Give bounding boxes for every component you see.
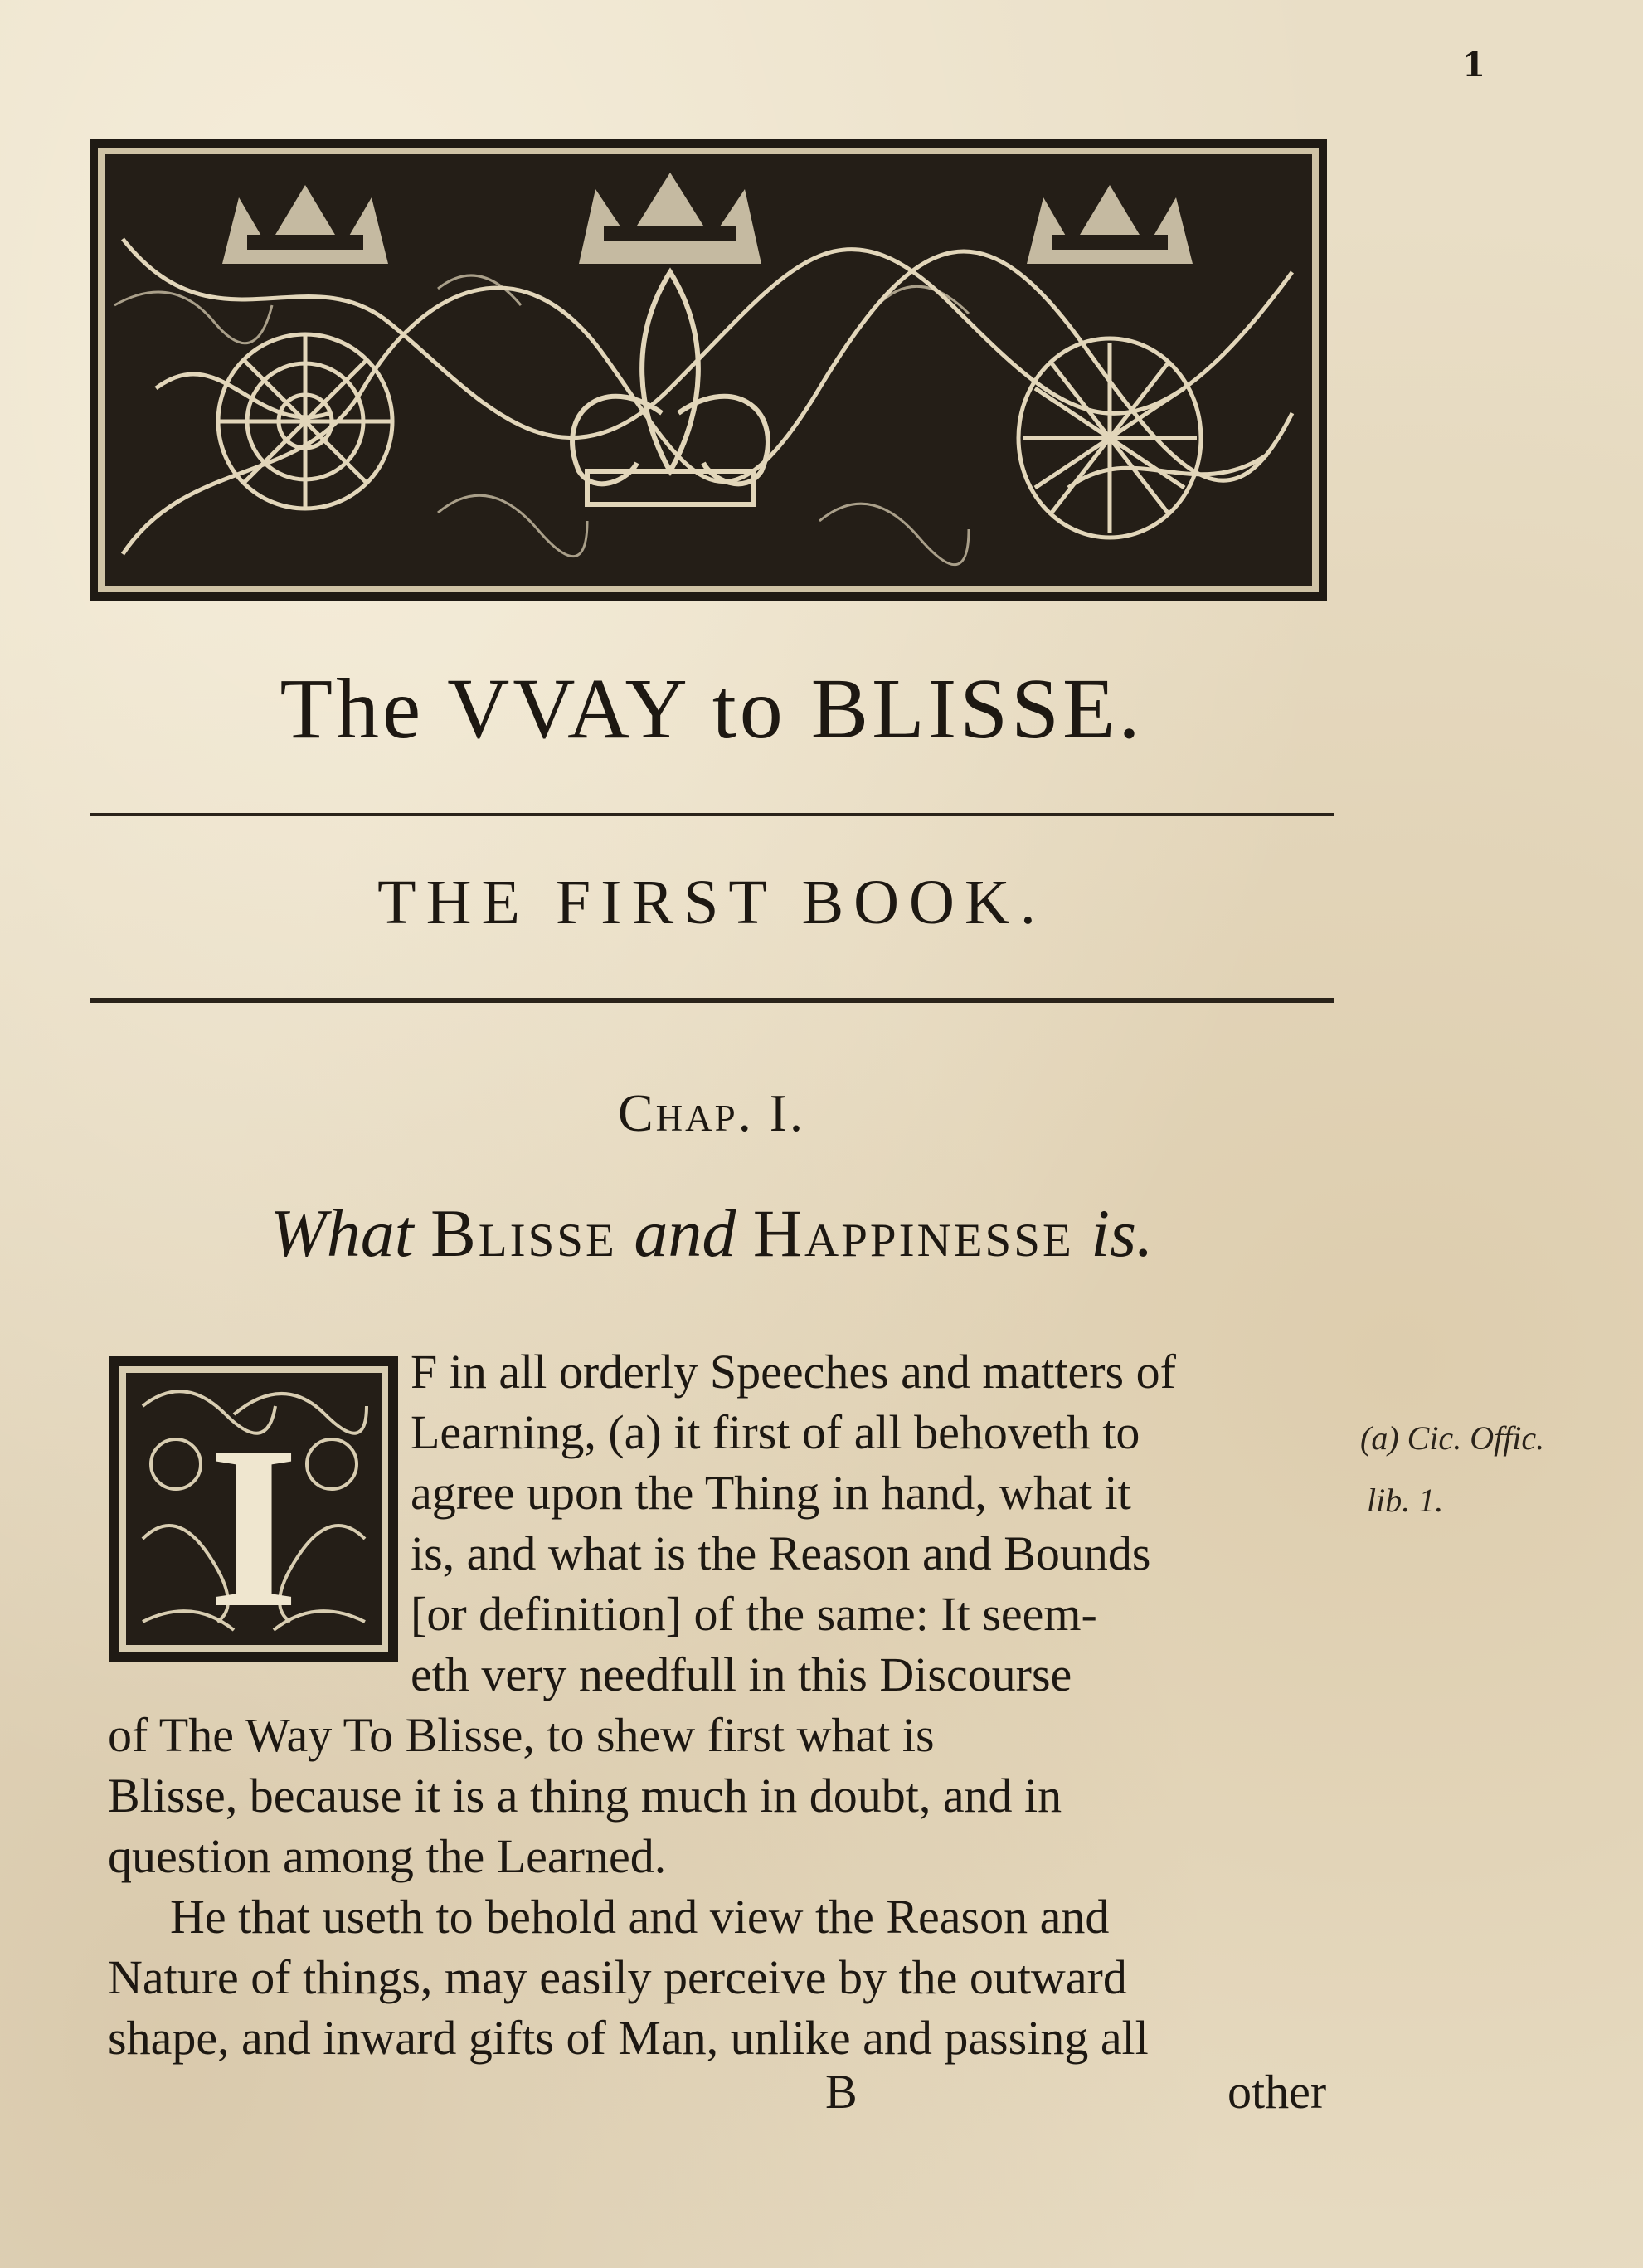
horizontal-rule [90,998,1334,1003]
text-line: F in all orderly Speeches and matters of [411,1345,1176,1399]
text-line: Learning, (a) it first of all behoveth to [411,1405,1140,1459]
margin-note: lib. 1. [1367,1482,1444,1519]
horizontal-rule [90,813,1334,816]
paragraph-1-top [411,1341,1176,1705]
drop-cap-initial [109,1356,398,1662]
text-line: of The Way To Blisse, to shew first what is [108,1708,935,1762]
text-line: question among the Learned. [108,1829,667,1883]
paragraph-1-bottom [108,1705,1149,2068]
text-line: Nature of things, may easily perceive by the outward [108,1950,1127,2004]
chapter-heading-word: and [634,1195,736,1271]
text-line: He that useth to behold and view the Reason and [170,1890,1110,1944]
chapter-heading-word: is. [1091,1195,1154,1271]
drop-cap-letter: I [208,1398,299,1656]
chapter-number: Chap. I. [617,1083,806,1142]
chapter-heading-word: Blisse [430,1195,617,1271]
catchword: other [1227,2065,1327,2119]
text-line: is, and what is the Reason and Bounds [411,1526,1151,1580]
text-line: Blisse, because it is a thing much in doubt, and in [108,1769,1062,1823]
text-line: [or definition] of the same: It seem- [411,1587,1097,1641]
page-number: 1 [1462,46,1485,85]
book-heading: THE FIRST BOOK. [377,868,1046,937]
text-line: eth very needfull in this Discourse [411,1647,1072,1701]
book-title: The VVAY to BLISSE. [280,661,1144,757]
text-line: shape, and inward gifts of Man, unlike and passing all [108,2011,1149,2065]
text-line: agree upon the Thing in hand, what it [411,1466,1131,1520]
chapter-heading [90,1195,1334,1273]
chapter-heading-word: Happinesse [752,1195,1074,1271]
chapter-heading-word: What [270,1195,414,1271]
margin-note: (a) Cic. Offic. [1360,1419,1545,1457]
woodcut-headpiece-ornament [90,139,1327,601]
signature-mark: B [825,2065,858,2119]
